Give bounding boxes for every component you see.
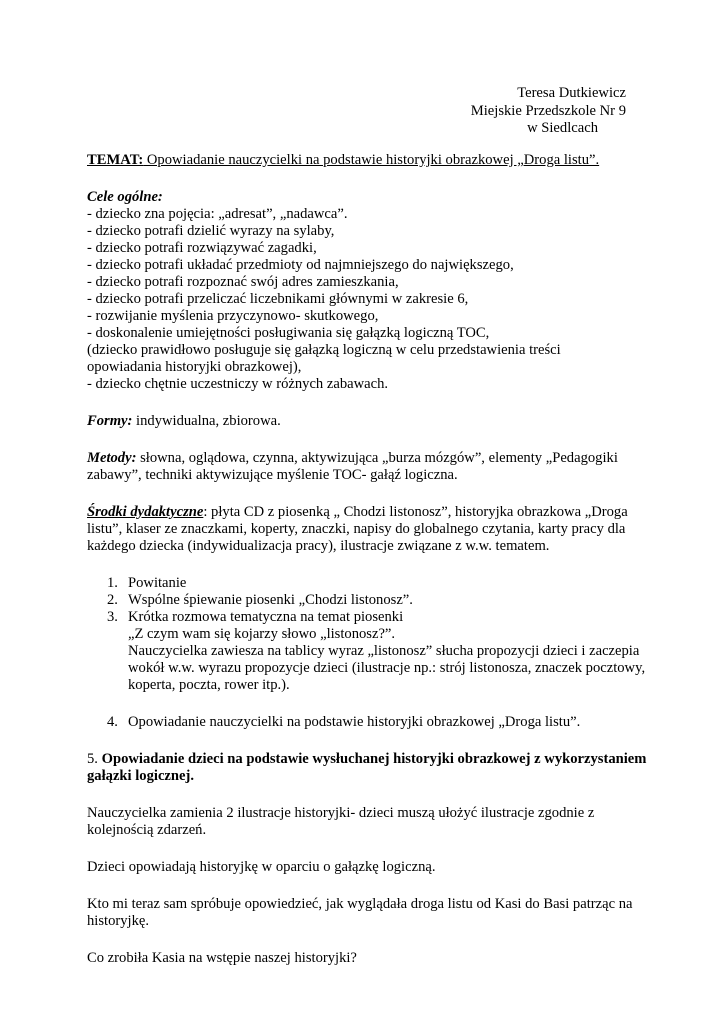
goals-list — [87, 206, 647, 393]
author-name: Teresa Dutkiewicz — [517, 85, 626, 101]
list-item: - dziecko potrafi układać przedmioty od najmniejszego do największego, — [87, 257, 514, 273]
body-paragraph: Kto mi teraz sam spróbuje opowiedzieć, jak wyglądała droga listu od Kasi do Basi patrząc na historyjkę. — [87, 896, 633, 929]
methods-label: Metody: — [87, 450, 137, 466]
lesson-step-4 — [87, 714, 647, 731]
list-item: - dziecko potrafi rozwiązywać zagadki, — [87, 240, 317, 256]
list-item — [87, 592, 647, 609]
list-item — [87, 714, 647, 731]
goals-heading — [87, 189, 647, 206]
forms-paragraph — [87, 413, 647, 430]
list-item: - rozwijanie myślenia przyczynowo- skutkowego, — [87, 308, 379, 324]
step-text: Opowiadanie dzieci na podstawie wysłuchanej historyjki obrazkowej z wykorzystaniem gałązki logicznej. — [87, 751, 647, 784]
list-item: - dziecko potrafi rozpoznać swój adres zamieszkania, — [87, 274, 399, 290]
step3-question: „Z czym wam się kojarzy słowo „listonosz?”. — [128, 626, 396, 642]
forms-label: Formy: — [87, 413, 133, 429]
step-number: 5. — [87, 751, 98, 767]
step-text: Opowiadanie nauczycielki na podstawie historyjki obrazkowej „Droga listu”. — [128, 714, 581, 730]
list-item: - dziecko potrafi przeliczać liczebnikami głównymi w zakresie 6, — [87, 291, 469, 307]
topic-text: Opowiadanie nauczycielki na podstawie historyjki obrazkowej „Droga listu”. — [143, 152, 600, 168]
document-body — [87, 152, 647, 967]
body-paragraph: Co zrobiła Kasia na wstępie naszej historyjki? — [87, 950, 357, 966]
body-paragraph: Nauczycielka zamienia 2 ilustracje historyjki- dzieci muszą ułożyć ilustracje zgodnie z kolejnością zdarzeń. — [87, 805, 595, 838]
list-item — [87, 609, 647, 626]
topic-label: TEMAT: — [87, 152, 144, 168]
lesson-steps — [87, 575, 647, 626]
step-text: Powitanie — [128, 575, 187, 591]
methods-text: słowna, oglądowa, czynna, aktywizująca „burza mózgów”, elementy „Pedagogiki zabawy”, techniki aktywizujące myślenie TOC- gałąź logiczna. — [87, 450, 618, 483]
institution-city: w Siedlcach — [527, 120, 598, 136]
methods-paragraph — [87, 450, 647, 484]
step-number: 4. — [107, 714, 118, 730]
list-item: (dziecko prawidłowo posługuje się gałązką logiczną w celu przedstawienia treści — [87, 342, 561, 358]
step-number: 2. — [107, 592, 118, 608]
list-item: - dziecko potrafi dzielić wyrazy na sylaby, — [87, 223, 335, 239]
goals-heading-text: Cele ogólne: — [87, 189, 163, 205]
lesson-topic — [87, 152, 647, 169]
list-item — [87, 575, 647, 592]
list-item: - doskonalenie umiejętności posługiwania się gałązką logiczną TOC, — [87, 325, 490, 341]
step-text: Wspólne śpiewanie piosenki „Chodzi listonosz”. — [128, 592, 413, 608]
institution-name: Miejskie Przedszkole Nr 9 — [470, 102, 626, 119]
list-item: - dziecko zna pojęcia: „adresat”, „nadawca”. — [87, 206, 348, 222]
step-text: Krótka rozmowa tematyczna na temat piosenki — [128, 609, 404, 625]
forms-text: indywidualna, zbiorowa. — [132, 413, 281, 429]
step-number: 3. — [107, 609, 118, 625]
author-header — [471, 85, 626, 138]
means-label: Środki dydaktyczne — [87, 504, 204, 520]
list-item: opowiadania historyjki obrazkowej), — [87, 359, 302, 375]
body-paragraph: Dzieci opowiadają historyjkę w oparciu o gałązkę logiczną. — [87, 859, 436, 875]
means-paragraph — [87, 504, 647, 555]
list-item: - dziecko chętnie uczestniczy w różnych zabawach. — [87, 376, 389, 392]
step5-paragraph — [87, 751, 647, 785]
step-number: 1. — [107, 575, 118, 591]
step3-description: Nauczycielka zawiesza na tablicy wyraz „listonosz” słucha propozycji dzieci i zaczepia wokół w.w. wyrazu propozycje dzieci (ilustracje np.: strój listonosza, znaczek pocztowy, koperta, poczta, rower itp.). — [128, 643, 646, 693]
means-text: : płyta CD z piosenką „ Chodzi listonosz”, historyjka obrazkowa „Droga listu”, klaser ze znaczkami, koperty, znaczki, napisy do globalnego czytania, karty pracy dla każdego dziecka (indywidualizacja pracy), ilustracje związane z w.w. tematem. — [87, 504, 628, 554]
